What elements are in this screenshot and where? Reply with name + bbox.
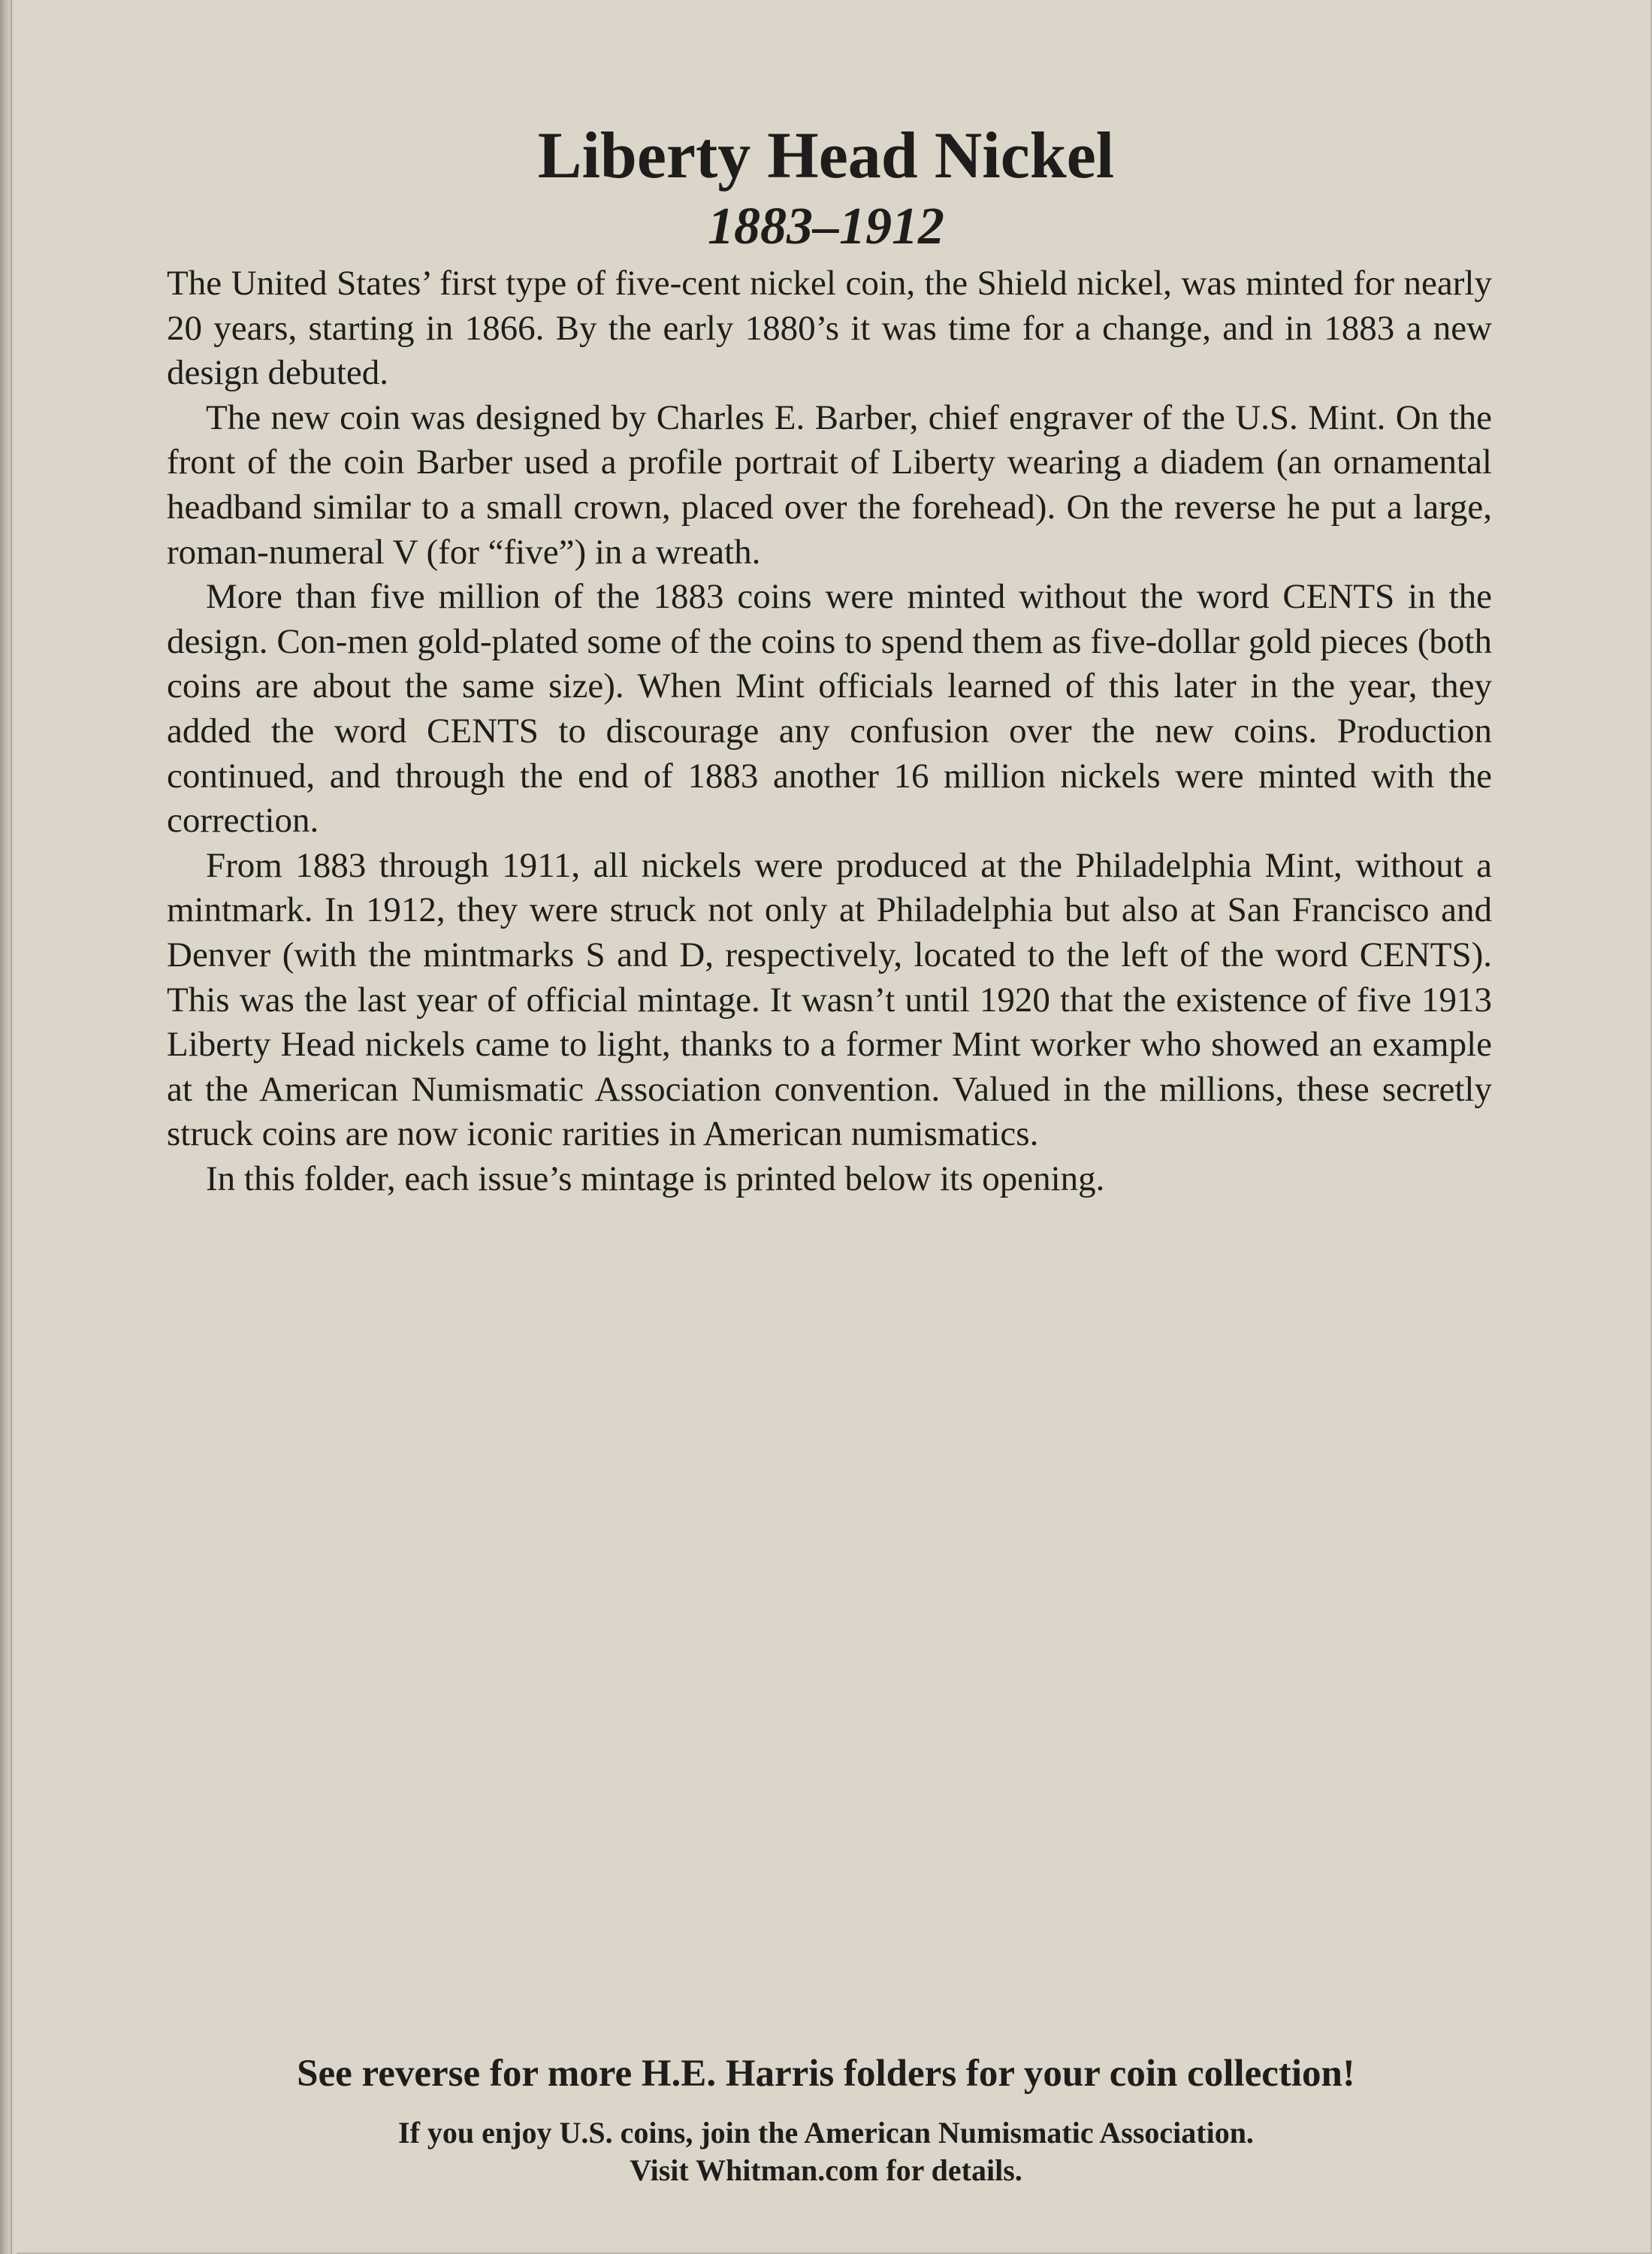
paragraph-design: The new coin was designed by Charles E. Barber, chief engraver of the U.S. Mint. On the front of the coin Barber used a profile portrait of Liberty wearing a diadem (an ornamental headband similar to a small crown, placed over the forehead). On the reverse he put a large, roman-numeral V (for “five”) in a wreath. (167, 397, 1492, 572)
spine-shadow (0, 0, 17, 2254)
spine-fold-line (11, 0, 12, 2254)
reverse-promo-text: See reverse for more H.E. Harris folders for your coin collection! (297, 2053, 1355, 2095)
page-title: Liberty Head Nickel (537, 119, 1115, 192)
ana-notice-line-1: If you enjoy U.S. coins, join the American Numismatic Association. (398, 2116, 1254, 2150)
paragraph-cents: More than five million of the 1883 coins were minted without the word CENTS in the design. Con-men gold-plated some of the coins to spend them as five-dollar gold pieces (both coins are about the same size). When Mint officials learned of this later in the year, they added the word CENTS to discourage any confusion over the new coins. Production continued, and through the end of 1883 another 16 million nickels were minted with the correction. (167, 577, 1492, 841)
paragraph-mints: From 1883 through 1911, all nickels were produced at the Philadelphia Mint, without a mintmark. In 1912, they were struck not only at Philadelphia but also at San Francisco and Denver (with the mintmarks S and D, respectively, located to the left of the word CENTS). This was the last year of official mintage. It wasn’t until 1920 that the existence of five 1913 Liberty Head nickels came to light, thanks to a former Mint worker who showed an example at the American Numismatic Association convention. Valued in the millions, these secretly struck coins are now iconic rarities in American numismatics. (167, 845, 1492, 1154)
paragraph-folder-note: In this folder, each issue’s mintage is printed below its opening. (206, 1159, 1105, 1198)
history-text (167, 261, 1492, 1201)
paragraph-intro: The United States’ first type of five-cent nickel coin, the Shield nickel, was minted for nearly 20 years, starting in 1866. By the early 1880’s it was time for a change, and in 1883 a new design debuted. (167, 264, 1492, 393)
date-range-subtitle: 1883–1912 (708, 198, 944, 255)
ana-notice-line-2: Visit Whitman.com for details. (630, 2153, 1022, 2187)
ana-notice (0, 2114, 1652, 2189)
